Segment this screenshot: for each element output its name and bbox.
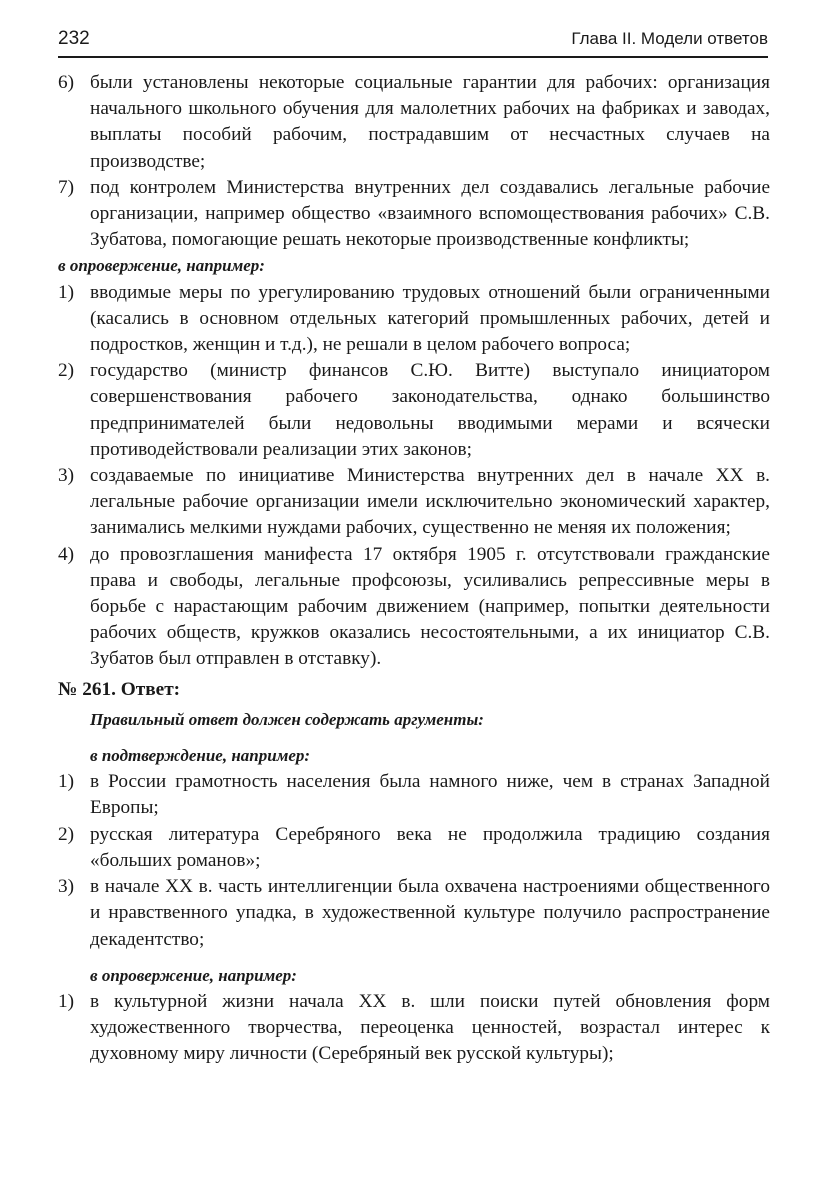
item-number: 3) <box>58 876 75 898</box>
confirm-heading: в подтверждение, например: <box>90 746 311 766</box>
list-item <box>58 542 770 673</box>
item-number: 3) <box>58 465 75 487</box>
item-number: 6) <box>58 72 75 93</box>
list-item <box>58 358 770 463</box>
list-item <box>58 989 770 1068</box>
item-number: 2) <box>58 360 75 382</box>
task-subtitle: Правильный ответ должен содержать аргументы: <box>90 709 484 729</box>
item-text: в начале XX в. часть интеллигенции была охвачена настроениями общественного и нравственного упадка, в художественной культуре получило распространение декадентство; <box>90 876 770 950</box>
list-item <box>58 70 770 175</box>
list-item <box>58 463 770 542</box>
refute-heading: в опровержение, например: <box>58 256 265 276</box>
item-text: государство (министр финансов С.Ю. Витте) выступало инициатором совершенствования рабочего законодательства, однако большинство предпринимателей были недовольны вводимыми мерами и всячески противодействовали реализации этих законов; <box>90 360 770 460</box>
item-text: в России грамотность населения была намного ниже, чем в странах Западной Европы; <box>90 771 770 819</box>
item-text: русская литература Серебряного века не продолжила традицию создания «больших романов»; <box>90 823 770 871</box>
page-number: 232 <box>58 28 90 49</box>
item-number: 1) <box>58 771 75 793</box>
item-text: до провозглашения манифеста 17 октября 1905 г. отсутствовали гражданские права и свободы, легальные профсоюзы, усиливались репрессивные меры в борьбе с нарастающим рабочим движением (например, попытки деятельности рабочих обществ, кружков оказались несостоятельными, а их инициатор С.В. Зубатов был отправлен в отставку). <box>90 543 770 670</box>
item-text: создаваемые по инициативе Министерства внутренних дел в начале XX в. легальные рабочие организации имели исключительно экономический характер, занимались мелкими нуждами рабочих, существенно не меняя их положения; <box>90 465 770 539</box>
task-title: № 261. Ответ: <box>58 678 181 700</box>
page-header <box>58 26 768 58</box>
item-number: 4) <box>58 543 75 565</box>
list-item <box>58 769 770 821</box>
page-content <box>58 70 770 1068</box>
item-number: 2) <box>58 823 75 845</box>
item-number: 1) <box>58 281 75 303</box>
item-text: вводимые меры по урегулированию трудовых отношений были ограниченными (касались в основном отдельных категорий промышленных рабочих, детей и подростков, женщин и т.д.), не решали в целом рабочего вопроса; <box>90 281 770 356</box>
refute-heading: в опровержение, например: <box>90 965 297 985</box>
list-item <box>58 175 770 254</box>
item-text: под контролем Министерства внутренних дел создавались легальные рабочие организации, например общество «взаимного вспомоществования рабочих» С.В. Зубатова, помогающие решать некоторые производственные конфликты; <box>90 176 770 251</box>
chapter-title: Глава II. Модели ответов <box>571 29 768 48</box>
item-text: в культурной жизни начала XX в. шли поиски путей обновления форм художественного творчества, переоценка ценностей, возрастал интерес к духовному миру личности (Серебряный век русской культуры); <box>90 990 770 1065</box>
list-item <box>58 280 770 359</box>
item-number: 7) <box>58 176 75 198</box>
item-text: были установлены некоторые социальные гарантии для рабочих: организация начального школьного обучения для малолетних рабочих на фабриках и заводах, выплаты пособий рабочим, пострадавшим от несчастных случаев на производстве; <box>90 72 770 172</box>
list-item <box>58 822 770 874</box>
list-item <box>58 874 770 953</box>
item-number: 1) <box>58 990 75 1012</box>
